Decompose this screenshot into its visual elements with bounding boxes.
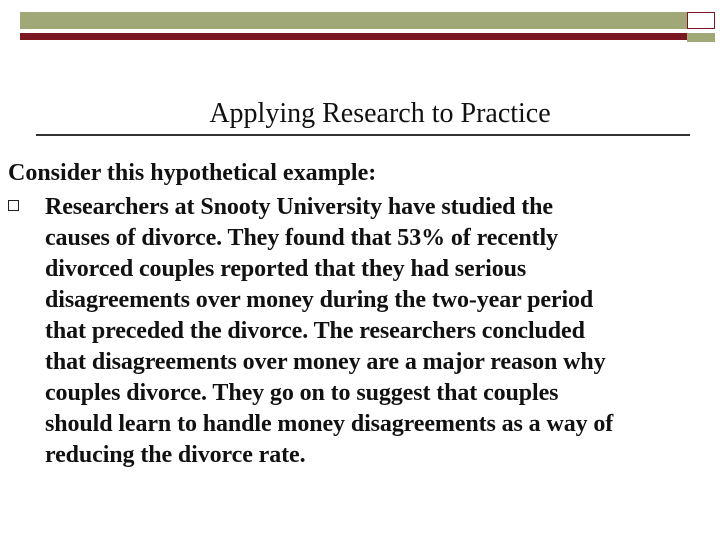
slide-title: Applying Research to Practice bbox=[209, 98, 551, 129]
top-bar-olive-stripe bbox=[20, 12, 687, 29]
bullet-line: reducing the divorce rate. bbox=[45, 442, 306, 468]
title-underline bbox=[36, 134, 690, 136]
top-bar-corner-square bbox=[687, 12, 715, 29]
bullet-line: causes of divorce. They found that 53% of recently bbox=[45, 225, 558, 251]
bullet-item bbox=[8, 192, 716, 471]
lead-text: Consider this hypothetical example: bbox=[8, 160, 377, 186]
bullet-line: disagreements over money during the two-year period bbox=[45, 287, 594, 313]
bullet-line: Researchers at Snooty University have studied the bbox=[45, 194, 553, 220]
bullet-line: couples divorce. They go on to suggest that couples bbox=[45, 380, 559, 406]
top-decorative-bar bbox=[20, 12, 715, 40]
bullet-line: divorced couples reported that they had serious bbox=[45, 256, 527, 282]
top-bar-maroon-stripe bbox=[20, 33, 687, 40]
hollow-square-bullet-icon bbox=[8, 200, 19, 211]
bullet-line: that preceded the divorce. The researchers concluded bbox=[45, 318, 585, 344]
bullet-line: should learn to handle money disagreements as a way of bbox=[45, 411, 614, 437]
bullet-text bbox=[45, 192, 716, 471]
bullet-line: that disagreements over money are a major reason why bbox=[45, 349, 606, 375]
top-bar-corner-block bbox=[687, 31, 715, 42]
